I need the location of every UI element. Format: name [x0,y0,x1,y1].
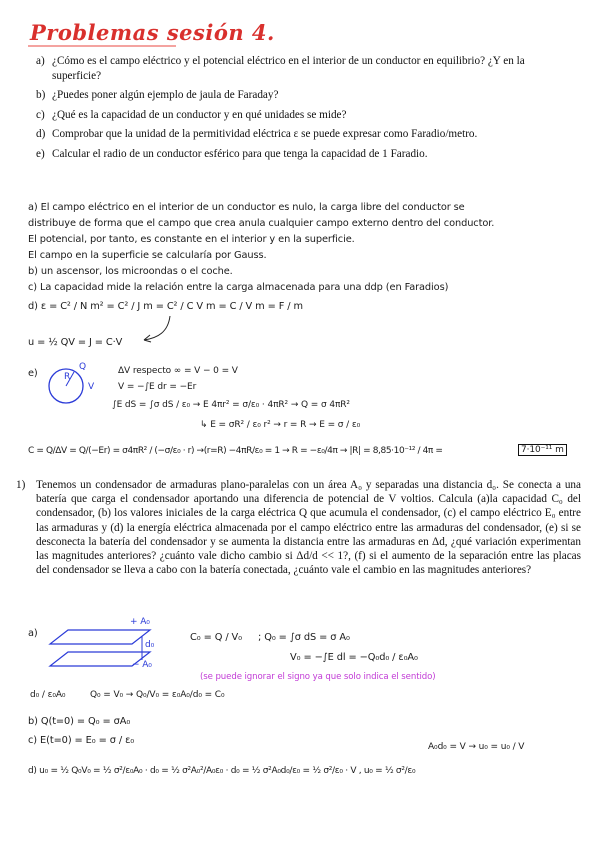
question-b [36,88,556,103]
answer-d-formula: d) ε = C² / N m² = C² / J m = C² / C V m = C / V m = F / m [28,301,303,312]
solution-a-label: a) [28,628,38,639]
answer-e-line5: C = Q/ΔV = Q/(−Er) = σ4πR² / (−σ/ε₀ · r) →(r=R) −4πR/ε₀ = 1 → R = −ε₀/4π → |R| = 8,85·10⁻¹² / 4π = [28,446,443,456]
formula-charge: ; Q₀ = ∫σ dS = σ A₀ [258,632,350,643]
answer-e-line4: ↳ E = σR² / ε₀ r² → r = R → E = σ / ε₀ [200,420,361,430]
question-text: ¿Cómo es el campo eléctrico y el potencial eléctrico en el interior de un conductor en equilibrio? ¿Y en la superficie? [52,55,525,82]
sign-note: (se puede ignorar el signo ya que solo indica el sentido) [200,672,436,682]
answer-a-line3: El potencial, por tanto, es constante en el interior y en la superficie. [28,234,355,245]
question-list [36,54,556,167]
answer-a-line4: El campo en la superficie se calcularía por Gauss. [28,250,267,261]
question-text: Comprobar que la unidad de la permitividad eléctrica ε se puede expresar como Faradio/metro. [52,128,478,141]
question-text: ¿Qué es la capacidad de un conductor y en qué unidades se mide? [52,108,347,121]
answer-c: c) La capacidad mide la relación entre la carga almacenada para una ddp (en Faradios) [28,282,449,293]
volume-note: A₀d₀ = V → u₀ = u₀ / V [428,742,525,752]
question-label: d) [36,128,46,141]
sphere-radius-label: R [64,372,71,382]
solution-b: b) Q(t=0) = Q₀ = σA₀ [28,716,131,727]
plate-distance-label: d₀ [145,640,155,650]
question-label: a) [36,55,45,67]
question-d [36,127,556,142]
question-e [36,147,556,162]
question-text: ¿Puedes poner algún ejemplo de jaula de Faraday? [52,89,279,102]
question-text: Calcular el radio de un conductor esférico para que tenga la capacidad de 1 Faradio. [52,147,428,160]
problem-1 [16,478,581,577]
solution-c: c) E(t=0) = E₀ = σ / ε₀ [28,735,135,746]
answer-b: b) un ascensor, los microondas o el coche. [28,266,233,277]
answer-e-label: e) [28,368,38,379]
arrow-sketch [140,314,180,344]
sphere-sketch [44,362,104,412]
problem-text: Tenemos un condensador de armaduras plano-paralelas con un área A₀ y separadas una distancia d₀. Se conecta a una batería que carga el condensador aportando una diferencia de potencial de V voltios. Calcula (a)la capacidad C₀ del condensador, (b) los valores iniciales de la carga eléctrica Q que acumula el condensador, (c) el campo eléctrico E₀ entre las armaduras y (d) la energía eléctrica almacenada por el campo eléctrico entre las armaduras del condensador, (e) si se desconecta la batería del condensador y se aumenta la distancia entre las armaduras en Δd, ¿qué variación experimentan las magnitudes anteriores? ¿cuánto vale dicho cambio si Δd/d << 1?, (f) si el aumento de la separación entre las placas del condensador se lleva a cabo con la batería conectada, ¿cuánto vale el cambio en las magnitudes anteriores? [36,479,581,577]
answer-e-line1: ΔV respecto ∞ = V − 0 = V [118,366,238,376]
question-label: e) [36,147,45,160]
question-label: b) [36,89,46,102]
title-underline [28,45,176,47]
sphere-charge-label: Q [79,362,86,372]
question-label: c) [36,108,45,121]
page-title: Problemas sesión 4. [30,20,275,45]
answer-e-line3: ∫E dS = ∫σ dS / ε₀ → E 4πr² = σ/ε₀ · 4πR² → Q = σ 4πR² [112,400,350,410]
formula-voltage: V₀ = −∫E dl = −Q₀d₀ / ε₀A₀ [290,652,418,663]
formula-capacitance: C₀ = Q / V₀ [190,632,242,643]
answer-a-line2: distribuye de forma que el campo que crea anula cualquier campo externo dentro del conductor. [28,218,495,229]
question-a [36,54,556,83]
question-c [36,108,556,123]
answer-e-line2: V = −∫E dr = −Er [118,382,197,392]
solution-d: d) u₀ = ½ Q₀V₀ = ½ σ²/ε₀A₀ · d₀ = ½ σ²A₀²/A₀ε₀ · d₀ = ½ σ²A₀d₀/ε₀ = ½ σ²/ε₀ · V , u₀ = ½ σ²/ε₀ [28,766,416,776]
answer-e-result: 7·10⁻¹¹ m [518,444,567,456]
plate-minus-label: − A₀ [132,660,152,670]
fraction-left: d₀ / ε₀A₀ [30,690,66,700]
answer-d-energy: u = ½ QV = J = C·V [28,337,123,348]
plate-plus-label: + A₀ [130,617,150,627]
answer-a-line1: a) El campo eléctrico en el interior de un conductor es nulo, la carga libre del conductor se [28,202,465,213]
sphere-potential-label: V [88,382,95,392]
problem-label: 1) [16,479,26,491]
capacitance-chain: Q₀ = V₀ → Q₀/V₀ = ε₀A₀/d₀ = C₀ [90,690,225,700]
